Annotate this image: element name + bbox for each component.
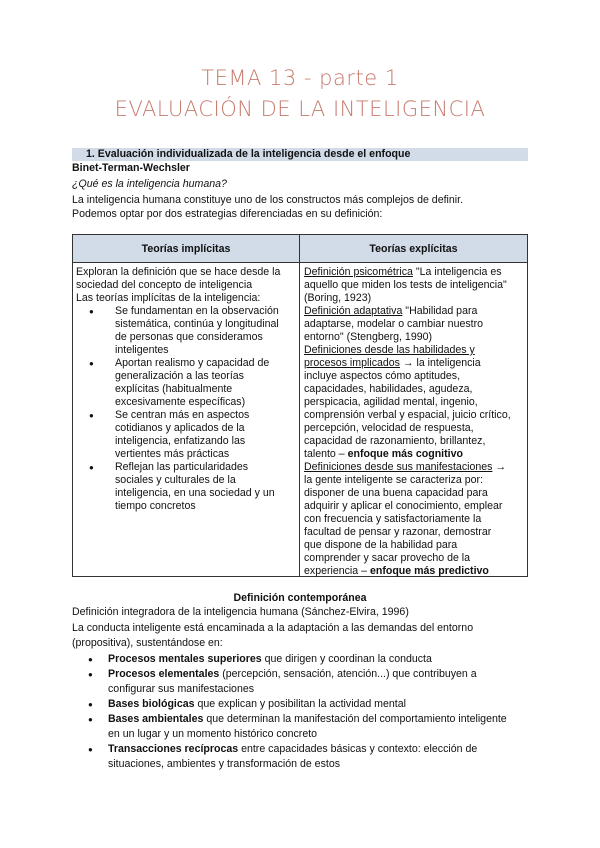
contemporary-line: La conducta inteligente está encaminada a la adaptación a las demandas del entorno	[72, 622, 474, 634]
bullet-line: sistemática, continúa y longitudinal	[115, 318, 279, 330]
definition-text: comprensión verbal y espacial, juicio crítico,	[304, 409, 511, 421]
abilities-label: procesos implicados	[304, 357, 400, 369]
definition-text: talento –	[304, 448, 348, 460]
bullet-line: vertientes más prácticas	[115, 448, 230, 460]
doc-title-line1: TEMA 13 - parte 1	[201, 66, 399, 90]
list-item	[76, 409, 296, 461]
definition-text: facultad de pensar y razonar, demostrar	[304, 526, 492, 538]
section1-intro-line: La inteligencia humana constituye uno de los constructos más complejos de definir.	[72, 194, 464, 206]
table-header-explicit: Teorías explícitas	[300, 235, 527, 263]
list-item	[76, 461, 296, 513]
bullet-line: inteligencia, enfatizando las	[115, 435, 246, 447]
table-header-implicit: Teorías implícitas	[73, 235, 299, 263]
doc-title-line2: EVALUACIÓN DE LA INTELIGENCIA	[114, 97, 486, 121]
abilities-label-line2	[304, 357, 524, 370]
section1-heading: 1. Evaluación individualizada de la inteligencia desde el enfoque	[72, 148, 528, 161]
definition-text: adquirir y aplicar el conocimiento, emplear	[304, 500, 503, 512]
list-item	[72, 652, 532, 667]
bullet-line: ● Aportan realismo y capacidad de	[115, 357, 270, 369]
definition-text: con frecuencia y satisfactoriamente la	[304, 513, 482, 525]
bullet-line: de personas que consideramos	[115, 331, 263, 343]
bullet-line: explícitas (habitualmente	[115, 383, 233, 395]
bullet-text: que dirigen y coordinan la conducta	[261, 653, 432, 665]
definition-text: adaptarse, modelar o cambiar nuestro	[304, 318, 484, 330]
bullet-line: ● Se fundamentan en la observación	[115, 305, 279, 317]
bullet-text: (percepción, sensación, atención...) que contribuyen a	[219, 668, 477, 680]
contemporary-line: (propositiva), sustentándose en:	[72, 637, 223, 649]
list-item	[72, 742, 532, 772]
bullet-line: generalización a las teorías	[115, 370, 244, 382]
psychometric-label: Definición psicométrica	[304, 266, 413, 278]
implicit-bullet-list	[76, 305, 296, 513]
bullet-term: Bases ambientales	[108, 713, 204, 725]
section1-question: ¿Qué es la inteligencia humana?	[72, 178, 227, 190]
explicit-cell	[304, 266, 524, 578]
bullet-text: que determinan la manifestación del comportamiento inteligente	[203, 713, 507, 725]
bullet-line: excesivamente específicas)	[115, 396, 246, 408]
definition-text: "Habilidad para	[402, 305, 478, 317]
definition-text: que dispone de la habilidad para	[304, 539, 458, 551]
predictive-approach: enfoque más predictivo	[369, 565, 489, 577]
bullet-text: en un lugar y un momento histórico concreto	[108, 728, 318, 740]
definition-text: → la inteligencia	[399, 357, 481, 369]
bullet-term: Procesos mentales superiores	[108, 653, 262, 665]
adaptive-label: Definición adaptativa	[304, 305, 403, 317]
list-item	[76, 305, 296, 357]
definition-text: incluye aspectos cómo aptitudes,	[304, 370, 461, 382]
bullet-text: situaciones, ambientes y transformación de estos	[108, 758, 341, 770]
definition-text: comprender y sacar provecho de la	[304, 552, 471, 564]
definition-text: percepción, velocidad de respuesta,	[304, 422, 474, 434]
implicit-intro-line: Exploran la definición que se hace desde la	[76, 266, 281, 278]
bullet-line: inteligencia, en una sociedad y un	[115, 487, 275, 499]
abilities-conclusion	[304, 448, 524, 461]
bullet-line: ● Reflejan las particularidades	[115, 461, 249, 473]
bullet-line: inteligentes	[115, 344, 169, 356]
bullet-line: sociales y culturales de la	[115, 474, 236, 486]
section1-intro-line: Podemos optar por dos estrategias diferenciadas en su definición:	[72, 208, 383, 220]
definition-text: perspicacia, agilidad mental, ingenio,	[304, 396, 478, 408]
list-item	[72, 667, 532, 697]
definition-text: capacidad de razonamiento, brillantez,	[304, 435, 486, 447]
bullet-term: Bases biológicas	[108, 698, 195, 710]
implicit-intro-line: Las teorías implícitas de la inteligencia:	[76, 292, 261, 304]
table-column-divider	[299, 235, 300, 576]
bullet-text: entre capacidades básicas y contexto: elección de	[238, 743, 478, 755]
definition-text: (Boring, 1923)	[304, 292, 372, 304]
section1-authors: Binet-Terman-Wechsler	[72, 162, 190, 174]
definition-text: "La inteligencia es	[412, 266, 502, 278]
bullet-text: que explican y posibilitan la actividad mental	[194, 698, 406, 710]
bullet-text: configurar sus manifestaciones	[108, 683, 255, 695]
bullet-line: cotidianos y aplicados de la	[115, 422, 245, 434]
list-item	[72, 697, 532, 712]
cognitive-approach: enfoque más cognitivo	[347, 448, 463, 460]
manifestations-conclusion	[304, 565, 524, 578]
theories-table	[72, 234, 528, 577]
implicit-intro-line: sociedad del concepto de inteligencia	[76, 279, 253, 291]
contemporary-line: Definición integradora de la inteligencia humana (Sánchez-Elvira, 1996)	[72, 606, 409, 618]
abilities-label: Definiciones desde las habilidades y	[304, 344, 475, 356]
bullet-line: ● Se centran más en aspectos	[115, 409, 250, 421]
arrow-icon: →	[492, 461, 506, 473]
definition-text: experiencia –	[304, 565, 370, 577]
psychometric-definition	[304, 266, 524, 279]
definition-text: aquello que miden los tests de inteligencia"	[304, 279, 507, 291]
adaptive-definition	[304, 305, 524, 318]
contemporary-heading: Definición contemporánea	[233, 592, 367, 604]
definition-text: disponer de una buena capacidad para	[304, 487, 488, 499]
definition-text: capacidades, habilidades, agudeza,	[304, 383, 473, 395]
bullet-line: tiempo concretos	[115, 500, 196, 512]
list-item	[72, 712, 532, 742]
list-item	[76, 357, 296, 409]
manifestations-definition	[304, 461, 524, 474]
definition-text: la gente inteligente se caracteriza por:	[304, 474, 484, 486]
implicit-cell	[76, 266, 296, 513]
manifestations-label: Definiciones desde sus manifestaciones	[304, 461, 493, 473]
contemporary-bullet-list	[72, 652, 532, 772]
definition-text: entorno" (Stengberg, 1990)	[304, 331, 433, 343]
bullet-term: Procesos elementales	[108, 668, 220, 680]
bullet-term: Transacciones recíprocas	[108, 743, 239, 755]
